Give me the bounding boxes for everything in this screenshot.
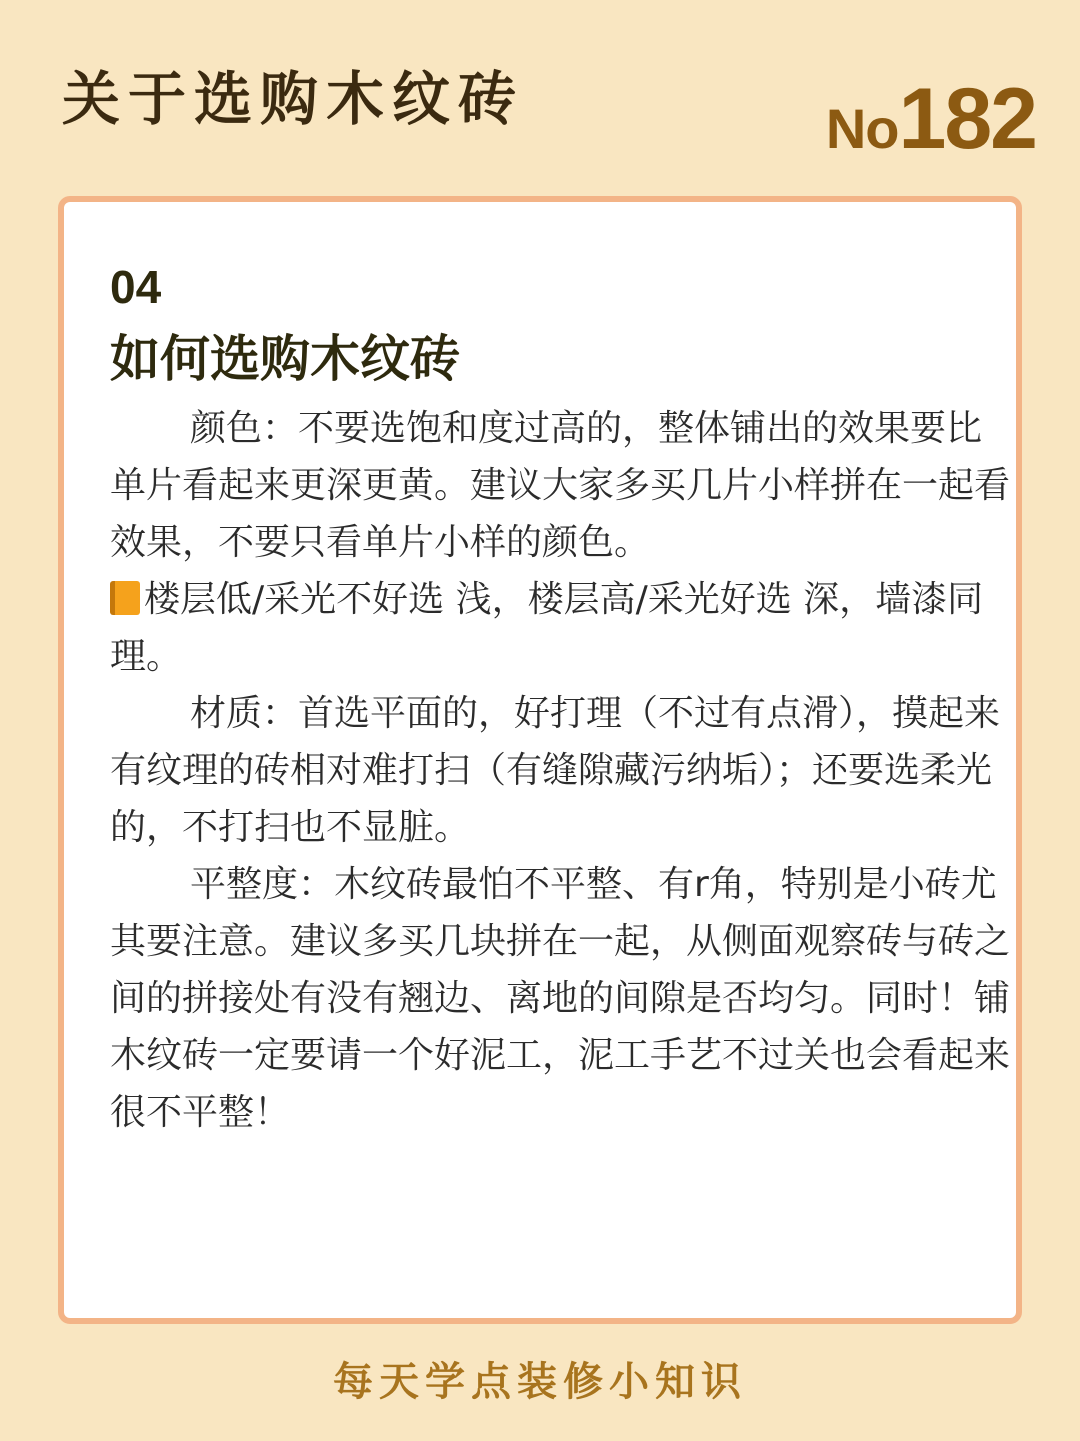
issue-digits: 182 — [898, 71, 1036, 167]
issue-number — [825, 71, 1036, 167]
flatness-paragraph: 平整度：木纹砖最怕不平整、有r角，特别是小砖尤其要注意。建议多买几块拼在一起，从侧面观察砖与砖之间的拼接处有没有翘边、离地的间隙是否均匀。同时！铺木纹砖一定要请一个好泥工，泥工手艺不过关也会看起来很不平整！ — [110, 864, 1011, 1133]
tip-text: 楼层低/采光不好选 浅，楼层高/采光好选 深，墙漆同理。 — [110, 579, 984, 677]
tip-line — [110, 571, 1010, 685]
color-paragraph: 颜色：不要选饱和度过高的，整体铺出的效果要比单片看起来更深更黄。建议大家多买几片小样拼在一起看效果，不要只看单片小样的颜色。 — [110, 408, 1011, 563]
footer-slogan: 每天学点装修小知识 — [333, 1359, 747, 1405]
book-icon — [110, 581, 140, 615]
body-text — [110, 400, 1010, 1141]
content-card — [58, 196, 1022, 1324]
section-number: 04 — [110, 261, 162, 313]
section-title: 如何选购木纹砖 — [110, 330, 460, 388]
material-paragraph: 材质：首选平面的，好打理（不过有点滑），摸起来有纹理的砖相对难打扫（有缝隙藏污纳垢）；还要选柔光的，不打扫也不显脏。 — [110, 693, 1001, 848]
issue-prefix: No — [825, 97, 899, 160]
page-title: 关于选购木纹砖 — [62, 65, 525, 133]
